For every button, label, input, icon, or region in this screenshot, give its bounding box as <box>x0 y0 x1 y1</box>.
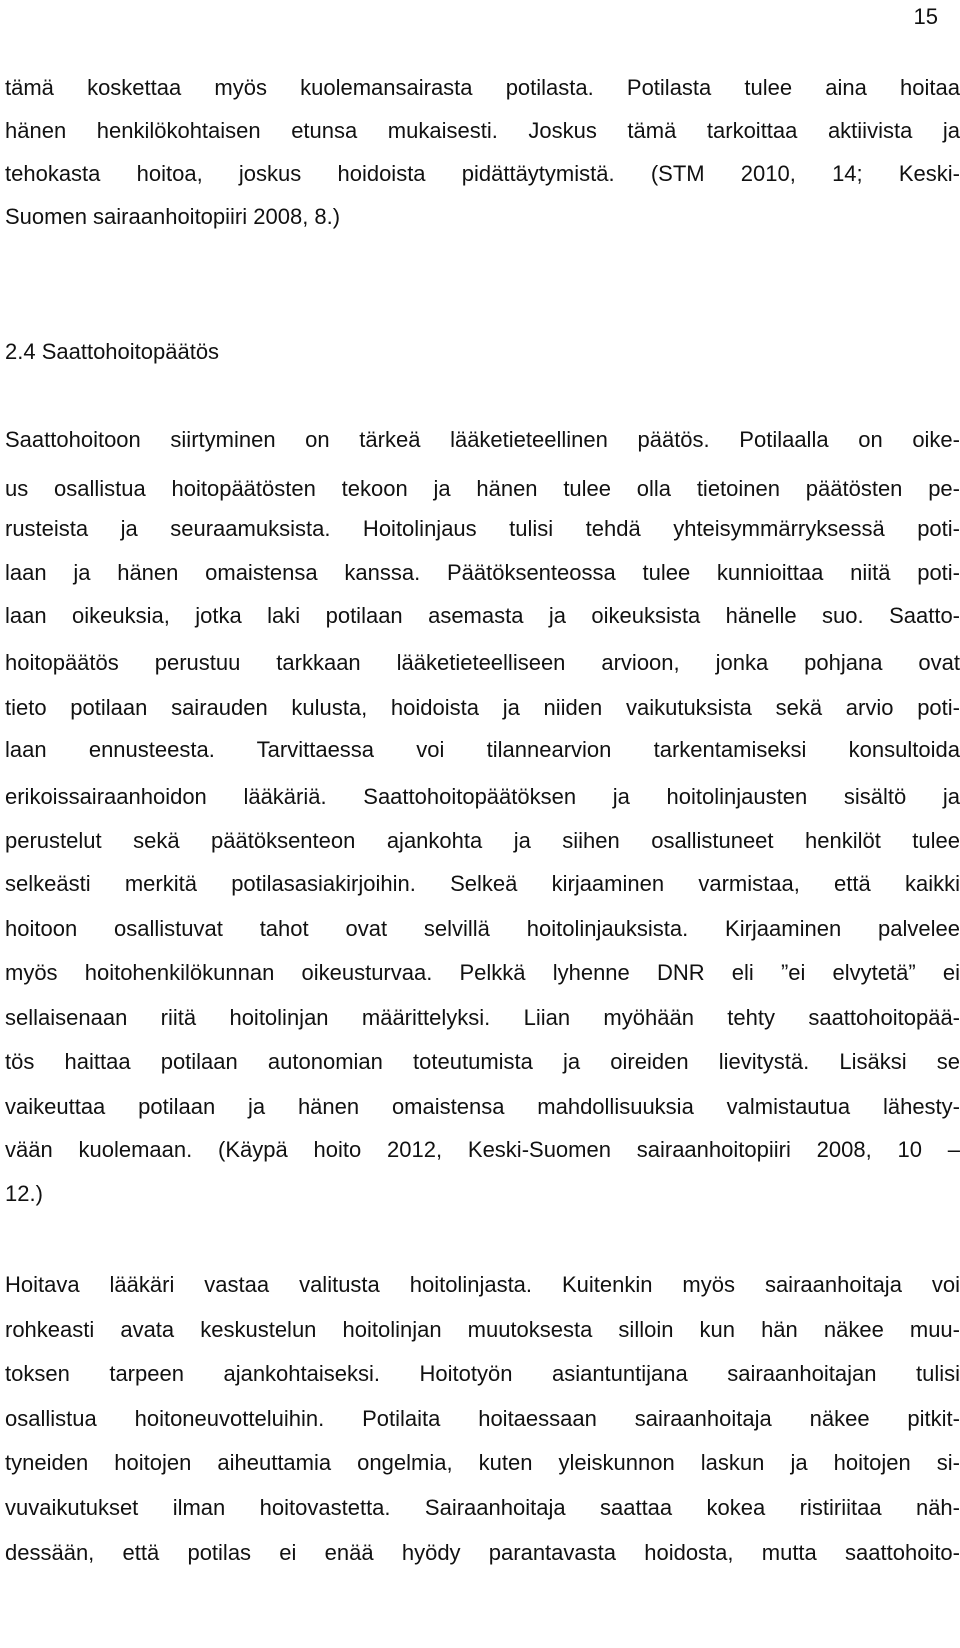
text-line: hoitoon osallistuvat tahot ovat selvillä hoitolinjauksista. Kirjaaminen palvelee <box>5 916 960 941</box>
text-line: rohkeasti avata keskustelun hoitolinjan muutoksesta silloin kun hän näkee muu- <box>5 1317 960 1342</box>
text-line: us osallistua hoitopäätösten tekoon ja hänen tulee olla tietoinen päätösten pe- <box>5 476 960 501</box>
text-line: Hoitava lääkäri vastaa valitusta hoitolinjasta. Kuitenkin myös sairaanhoitaja voi <box>5 1272 960 1297</box>
text-line: vuvaikutukset ilman hoitovastetta. Sairaanhoitaja saattaa kokea ristiriitaa näh- <box>5 1495 960 1520</box>
text-line: Suomen sairaanhoitopiiri 2008, 8.) <box>5 204 341 229</box>
text-line: selkeästi merkitä potilasasiakirjoihin. Selkeä kirjaaminen varmistaa, että kaikki <box>5 871 960 896</box>
text-line: 12.) <box>5 1181 43 1206</box>
section-heading: 2.4 Saattohoitopäätös <box>5 339 220 364</box>
text-line: perustelut sekä päätöksenteon ajankohta ja siihen osallistuneet henkilöt tulee <box>5 828 960 853</box>
text-line: osallistua hoitoneuvotteluihin. Potilaita hoitaessaan sairaanhoitaja näkee pitkit- <box>5 1406 960 1431</box>
text-line: tyneiden hoitojen aiheuttamia ongelmia, kuten yleiskunnon laskun ja hoitojen si- <box>5 1450 960 1475</box>
text-line: laan oikeuksia, jotka laki potilaan asemasta ja oikeuksista hänelle suo. Saatto- <box>5 603 960 628</box>
text-line: tös haittaa potilaan autonomian toteutumista ja oireiden lievitystä. Lisäksi se <box>5 1049 960 1074</box>
text-line: vään kuolemaan. (Käypä hoito 2012, Keski-Suomen sairaanhoitopiiri 2008, 10 – <box>5 1137 960 1162</box>
text-line: erikoissairaanhoidon lääkäriä. Saattohoitopäätöksen ja hoitolinjausten sisältö ja <box>5 784 960 809</box>
text-line: tehokasta hoitoa, joskus hoidoista pidättäytymistä. (STM 2010, 14; Keski- <box>5 161 960 186</box>
text-line: hoitopäätös perustuu tarkkaan lääketieteelliseen arvioon, jonka pohjana ovat <box>5 650 960 675</box>
text-line: rusteista ja seuraamuksista. Hoitolinjaus tulisi tehdä yhteisymmärryksessä poti- <box>5 516 960 541</box>
text-line: toksen tarpeen ajankohtaiseksi. Hoitotyön asiantuntijana sairaanhoitajan tulisi <box>5 1361 960 1386</box>
text-line: tämä koskettaa myös kuolemansairasta potilasta. Potilasta tulee aina hoitaa <box>5 75 960 100</box>
text-line: vaikeuttaa potilaan ja hänen omaistensa mahdollisuuksia valmistautua lähesty- <box>5 1094 960 1119</box>
text-line: tieto potilaan sairauden kulusta, hoidoista ja niiden vaikutuksista sekä arvio poti- <box>5 695 960 720</box>
text-line: sellaisenaan riitä hoitolinjan määrittelyksi. Liian myöhään tehty saattohoitopää- <box>5 1005 960 1030</box>
text-line: hänen henkilökohtaisen etunsa mukaisesti. Joskus tämä tarkoittaa aktiivista ja <box>5 118 960 143</box>
text-line: dessään, että potilas ei enää hyödy parantavasta hoidosta, mutta saattohoito- <box>5 1540 960 1565</box>
page-number: 15 <box>913 4 938 29</box>
text-line: laan ennusteesta. Tarvittaessa voi tilannearvion tarkentamiseksi konsultoida <box>5 737 960 762</box>
text-line: myös hoitohenkilökunnan oikeusturvaa. Pelkkä lyhenne DNR eli ”ei elvytetä” ei <box>5 960 960 985</box>
text-line: Saattohoitoon siirtyminen on tärkeä lääketieteellinen päätös. Potilaalla on oike- <box>5 427 960 452</box>
text-line: laan ja hänen omaistensa kanssa. Päätöksenteossa tulee kunnioittaa niitä poti- <box>5 560 960 585</box>
